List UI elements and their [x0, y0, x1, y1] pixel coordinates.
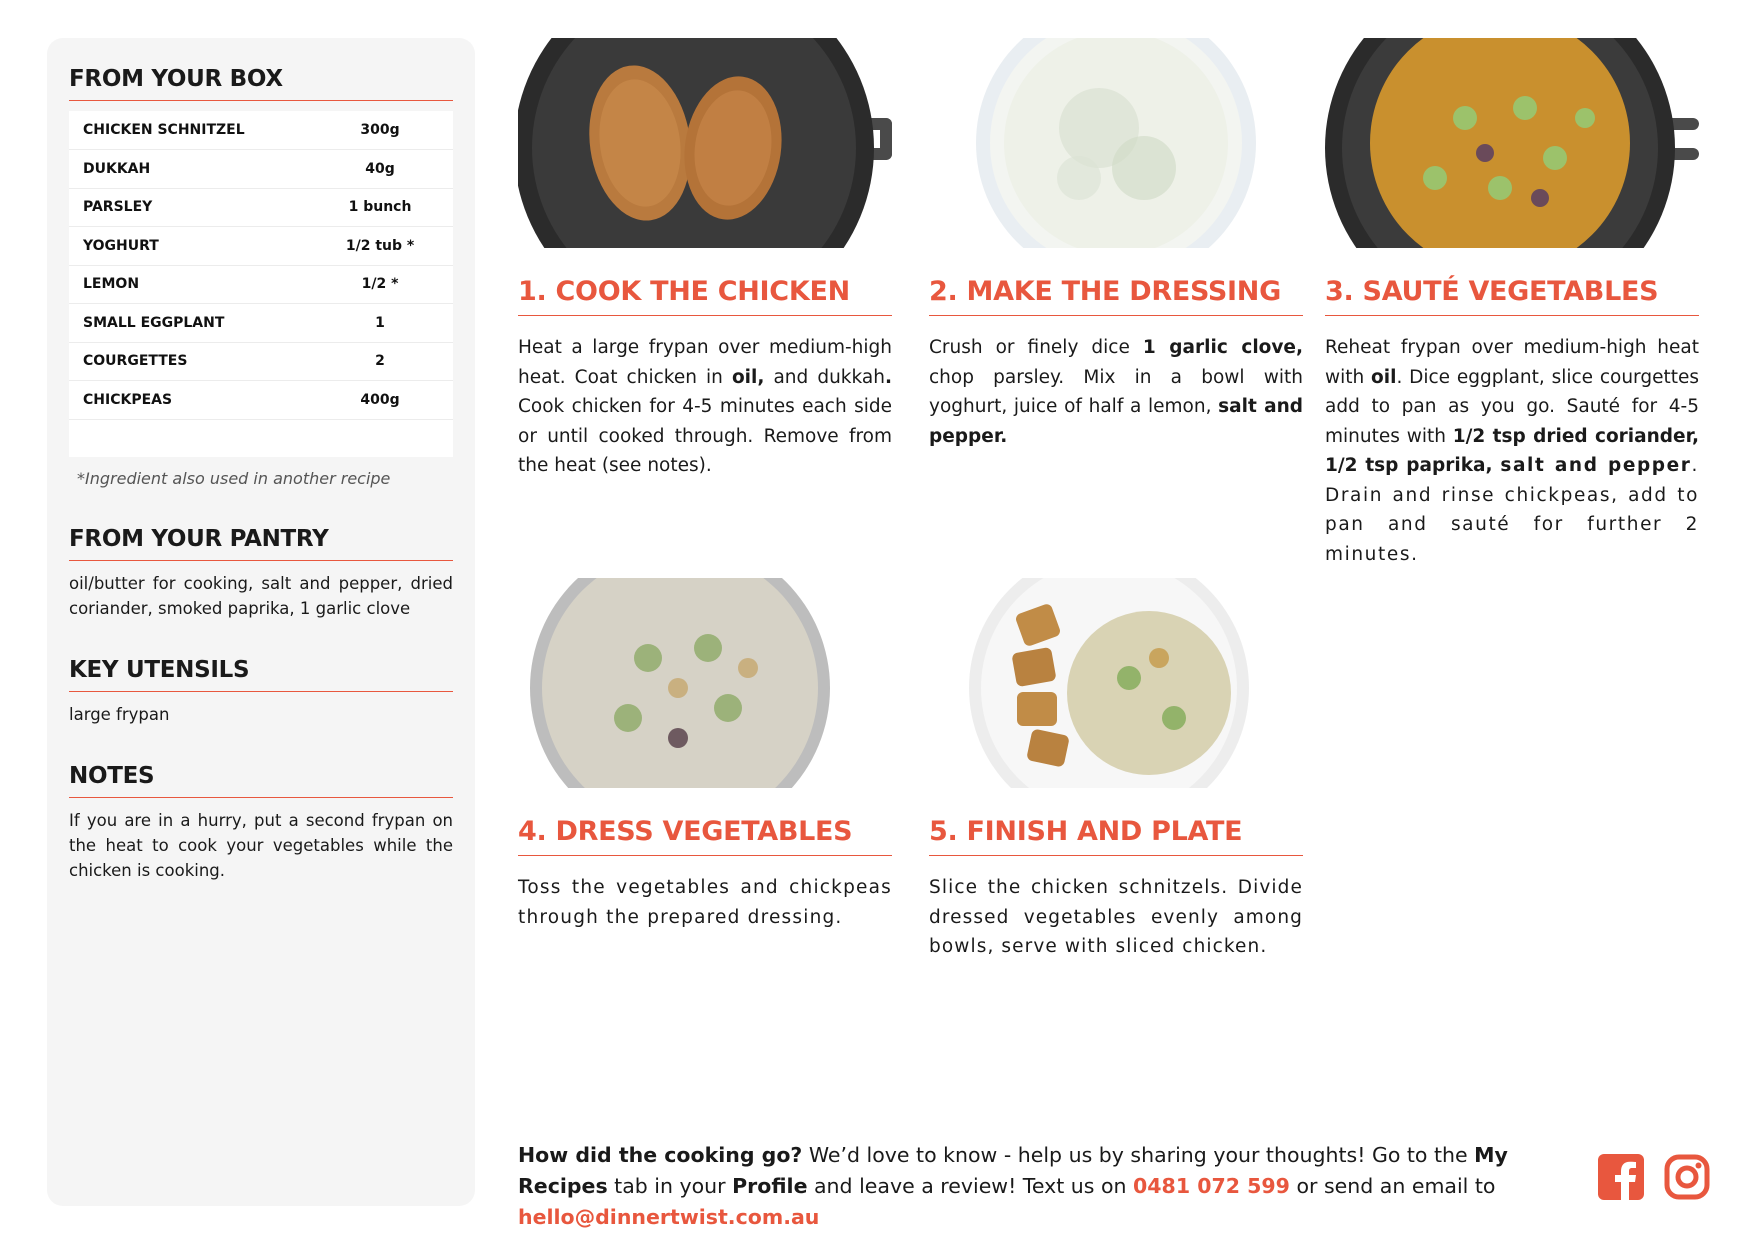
table-row	[69, 265, 453, 304]
step-2-text: Crush or finely dice 1 garlic clove, chop parsley. Mix in a bowl with yoghurt, juice of half a lemon, salt and pepper.	[929, 337, 1303, 447]
ingredient-qty: 1/2 *	[361, 276, 399, 293]
ingredient-qty: 300g	[360, 122, 400, 138]
pantry-section	[69, 526, 453, 621]
step-5-photo	[929, 578, 1303, 788]
ingredient-name: LEMON	[83, 276, 140, 293]
table-row	[69, 227, 453, 266]
feedback-footer: How did the cooking go? We’d love to know - help us by sharing your thoughts! Go to the My Recipes tab in your Profile and leave a review! Text us on 0481 072 599 or send an email to hello@dinnertwist.com.au	[518, 1143, 1508, 1229]
step-3	[1325, 38, 1699, 569]
ingredient-qty: 40g	[365, 160, 395, 177]
step-1-photo	[518, 38, 892, 248]
sauteed-vegetables-image	[1325, 38, 1699, 248]
profile-link[interactable]: Profile	[732, 1174, 808, 1198]
table-row-empty	[69, 419, 453, 457]
ingredient-qty: 1 bunch	[348, 199, 412, 216]
email-link[interactable]: hello@dinnertwist.com.au	[518, 1205, 820, 1229]
step-4-text: Toss the vegetables and chickpeas through the prepared dressing.	[518, 877, 892, 928]
ingredient-name: SMALL EGGPLANT	[83, 314, 225, 331]
table-row	[69, 111, 453, 150]
footnote: *Ingredient also used in another recipe	[77, 469, 391, 488]
table-row	[69, 150, 453, 189]
phone-link[interactable]: 0481 072 599	[1133, 1174, 1290, 1198]
ingredient-name: DUKKAH	[83, 160, 151, 177]
utensils-text: large frypan	[69, 705, 170, 724]
ingredient-qty: 1	[375, 314, 385, 331]
ingredient-qty: 2	[375, 353, 385, 370]
utensils-heading: KEY UTENSILS	[69, 657, 453, 692]
ingredient-name: CHICKEN SCHNITZEL	[83, 122, 245, 138]
instagram-icon[interactable]	[1664, 1154, 1710, 1200]
pantry-text: oil/butter for cooking, salt and pepper, dried coriander, smoked paprika, 1 garlic clove	[69, 574, 453, 618]
step-5-text: Slice the chicken schnitzels. Divide dressed vegetables evenly among bowls, serve with sliced chicken.	[929, 877, 1303, 957]
dressed-vegetables-image	[518, 578, 892, 788]
step-3-photo	[1325, 38, 1699, 248]
ingredient-qty: 1/2 tub *	[345, 237, 415, 254]
frypan-chicken-image	[518, 38, 892, 248]
ingredient-name: PARSLEY	[83, 199, 153, 216]
ingredients-sidebar	[47, 38, 475, 1206]
ingredient-name: CHICKPEAS	[83, 391, 173, 408]
notes-section	[69, 763, 453, 883]
table-row	[69, 188, 453, 227]
feedback-question: How did the cooking go?	[518, 1143, 803, 1167]
table-row	[69, 381, 453, 420]
step-1-text: Heat a large frypan over medium-high heat. Coat chicken in oil, and dukkah. Cook chicken for 4-5 minutes each side or until cooked through. Remove from the heat (see notes).	[518, 337, 892, 476]
pantry-heading: FROM YOUR PANTRY	[69, 526, 453, 561]
ingredient-name: COURGETTES	[83, 353, 188, 370]
step-3-title: 3. SAUTÉ VEGETABLES	[1325, 276, 1699, 316]
from-your-box-heading: FROM YOUR BOX	[69, 66, 453, 101]
step-5	[929, 578, 1303, 962]
my-recipes-link[interactable]: My Recipes	[518, 1143, 1508, 1198]
ingredients-table	[69, 111, 453, 457]
table-row	[69, 304, 453, 343]
table-row	[69, 342, 453, 381]
step-2-photo	[929, 38, 1303, 248]
utensils-section	[69, 657, 453, 727]
step-5-title: 5. FINISH AND PLATE	[929, 816, 1303, 856]
ingredient-name: YOGHURT	[83, 237, 159, 254]
step-2	[929, 38, 1303, 451]
facebook-icon[interactable]	[1598, 1154, 1644, 1200]
step-1-title: 1. COOK THE CHICKEN	[518, 276, 892, 316]
plated-dish-image	[929, 578, 1303, 788]
step-3-text: Reheat frypan over medium-high heat with oil. Dice eggplant, slice courgettes add to pan as you go. Sauté for 4-5 minutes with 1/2 tsp dried coriander, 1/2 tsp paprika, salt and pepper. Drain and rinse chickpeas, add to pan and sauté for further 2 minutes.	[1325, 337, 1700, 565]
step-4-title: 4. DRESS VEGETABLES	[518, 816, 892, 856]
step-4	[518, 578, 892, 932]
step-4-photo	[518, 578, 892, 788]
step-1	[518, 38, 892, 481]
notes-heading: NOTES	[69, 763, 453, 798]
step-2-title: 2. MAKE THE DRESSING	[929, 276, 1303, 316]
notes-text: If you are in a hurry, put a second frypan on the heat to cook your vegetables while the chicken is cooking.	[69, 811, 453, 880]
ingredient-qty: 400g	[360, 391, 400, 408]
dressing-bowl-image	[929, 38, 1303, 248]
